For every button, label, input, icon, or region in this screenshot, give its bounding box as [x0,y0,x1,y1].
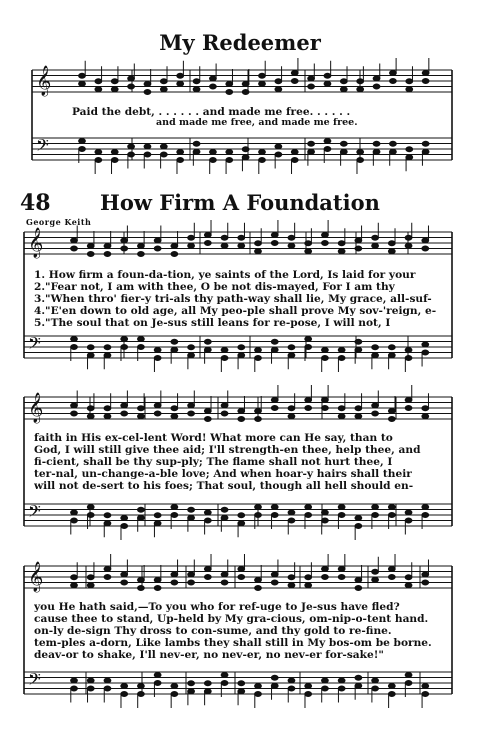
song-title-my-redeemer: My Redeemer [159,30,321,55]
svg-text:𝄢: 𝄢 [36,135,49,159]
lyric-line: 5."The soul that on Je-sus still leans for re-pose, I will not, I [34,317,391,329]
hymn-number: 48 [20,190,51,216]
svg-text:𝄞: 𝄞 [28,393,44,423]
svg-text:𝄢: 𝄢 [28,333,41,357]
svg-text:𝄢: 𝄢 [28,501,41,525]
composer-credit: George Keith [26,217,92,227]
lyric-line: cause thee to stand, Up-held by My gra-cious, om-nip-o-tent hand. [34,613,429,625]
lyric-line: deav-or to shake, I'll nev-er, no nev-er, no nev-er for-sake!" [34,649,384,661]
svg-text:𝄞: 𝄞 [28,228,44,258]
lyric-line: 2."Fear not, I am with thee, O be not dis-mayed, For I am thy [34,281,395,293]
lyric-line: Paid the debt, . . . . . . and made me free. . . . . . [72,106,351,118]
lyric-line: 1. How firm a foun-da-tion, ye saints of the Lord, Is laid for your [34,269,416,281]
lyric-line: faith in His ex-cel-lent Word! What more can He say, than to [34,432,393,444]
lyric-line: God, I will still give thee aid; I'll strength-en thee, help thee, and [34,444,421,456]
lyric-line: 3."When thro' fier-y tri-als thy path-way shall lie, My grace, all-suf- [34,293,432,305]
lyric-line: you He hath said,—To you who for ref-uge to Je-sus have fled? [34,601,400,613]
lyric-line: fi-cient, shall be thy sup-ply; The flame shall not hurt thee, I [34,456,393,468]
svg-text:𝄞: 𝄞 [36,66,52,96]
svg-text:𝄞: 𝄞 [28,562,44,592]
lyric-line: ter-nal, un-change-a-ble love; And when hoar-y hairs shall their [34,468,412,480]
lyric-line: on-ly de-sign Thy dross to con-sume, and thy gold to re-fine. [34,625,392,637]
svg-text:𝄢: 𝄢 [28,669,41,693]
lyric-line: and made me free, and made me free. [156,117,358,128]
song-title-how-firm: How Firm A Foundation [100,190,380,215]
lyric-line: tem-ples a-dorn, Like lambs they shall still in My bos-om be borne. [34,637,432,649]
lyric-line: 4."E'en down to old age, all My peo-ple shall prove My sov-'reign, e- [34,305,437,317]
lyric-line: will not de-sert to his foes; That soul, though all hell should en- [34,480,414,492]
